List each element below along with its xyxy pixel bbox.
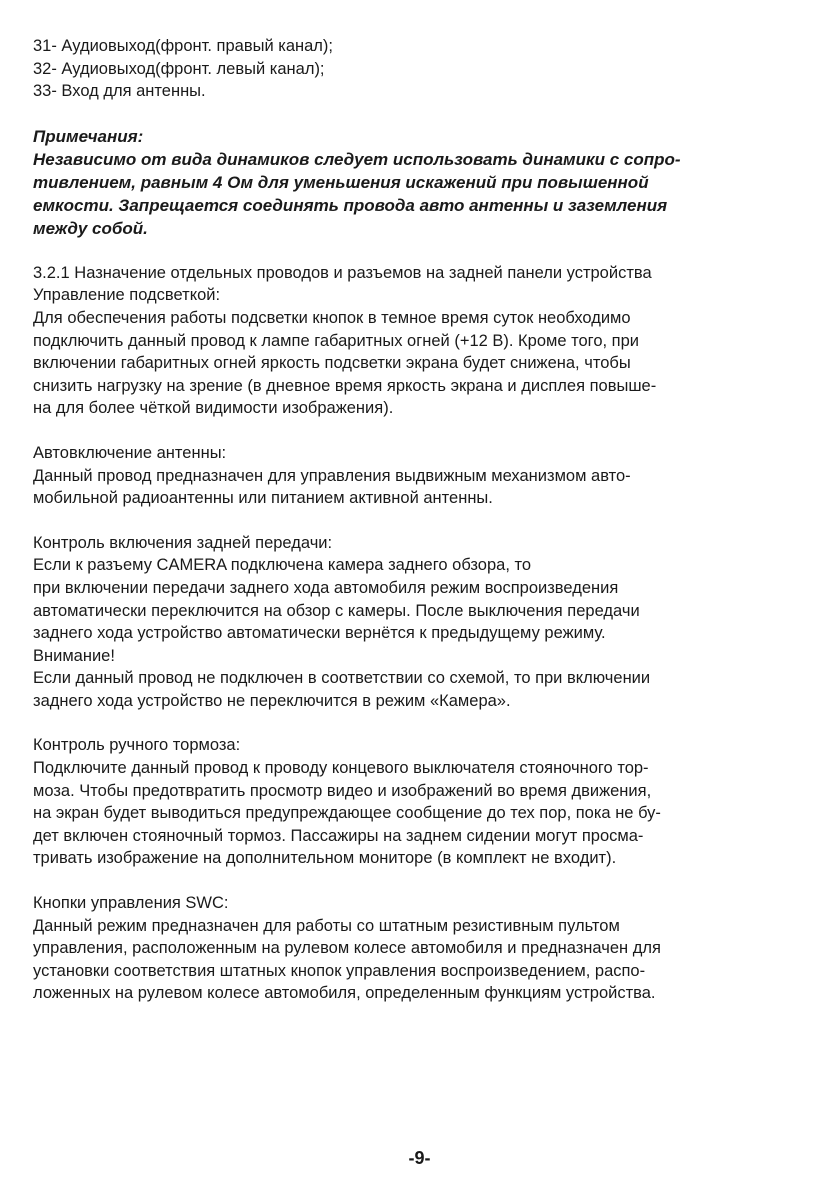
handbrake-line: Подключите данный провод к проводу концевого выключателя стояночного тор-	[33, 759, 649, 778]
antenna-title: Автовключение антенны:	[33, 443, 227, 462]
handbrake-line: тривать изображение на дополнительном мониторе (в комплект не входит).	[33, 849, 617, 868]
reverse-line: заднего хода устройство автоматически вернётся к предыдущему режиму.	[33, 624, 606, 643]
swc-section	[33, 892, 808, 1005]
antenna-line: Данный провод предназначен для управления выдвижным механизмом авто-	[33, 466, 631, 485]
backlight-line: Для обеспечения работы подсветки кнопок в темное время суток необходимо	[33, 308, 631, 327]
section-heading: 3.2.1 Назначение отдельных проводов и разъемов на задней панели устройства	[33, 263, 652, 282]
reverse-section	[33, 532, 808, 713]
reverse-warning: Внимание!	[33, 646, 115, 665]
backlight-line: на для более чёткой видимости изображения).	[33, 399, 394, 418]
reverse-line: Если данный провод не подключен в соответствии со схемой, то при включении	[33, 669, 651, 688]
backlight-section	[33, 284, 808, 420]
notes-line: тивлением, равным 4 Ом для уменьшения искажений при повышенной	[33, 172, 649, 192]
backlight-line: снизить нагрузку на зрение (в дневное время яркость экрана и дисплея повыше-	[33, 376, 657, 395]
page-number: -9-	[408, 1148, 431, 1168]
notes-block	[33, 125, 808, 240]
antenna-line: мобильной радиоантенны или питанием активной антенны.	[33, 489, 493, 508]
reverse-line: заднего хода устройство не переключится в режим «Камера».	[33, 691, 511, 710]
notes-line: между собой.	[33, 218, 148, 238]
handbrake-section	[33, 734, 808, 870]
swc-title: Кнопки управления SWC:	[33, 894, 229, 913]
reverse-title: Контроль включения задней передачи:	[33, 533, 333, 552]
handbrake-line: на экран будет выводиться предупреждающее сообщение до тех пор, пока не бу-	[33, 804, 661, 823]
swc-line: управления, расположенным на рулевом колесе автомобиля и предназначен для	[33, 939, 661, 958]
document-page	[33, 35, 808, 1005]
swc-line: ложенных на рулевом колесе автомобиля, определенным функциям устройства.	[33, 984, 656, 1003]
swc-line: установки соответствия штатных кнопок управления воспроизведением, распо-	[33, 961, 646, 980]
backlight-title: Управление подсветкой:	[33, 286, 221, 305]
reverse-line: при включении передачи заднего хода автомобиля режим воспроизведения	[33, 578, 619, 597]
notes-line: Независимо от вида динамиков следует использовать динамики с сопро-	[33, 149, 681, 169]
handbrake-line: моза. Чтобы предотвратить просмотр видео и изображений во время движения,	[33, 781, 652, 800]
notes-title: Примечания:	[33, 126, 144, 146]
reverse-line: автоматически переключится на обзор с камеры. После выключения передачи	[33, 601, 640, 620]
list-item: 32- Аудиовыход(фронт. левый канал);	[33, 59, 325, 78]
backlight-line: включении габаритных огней яркость подсветки экрана будет снижена, чтобы	[33, 354, 631, 373]
antenna-section	[33, 442, 808, 510]
handbrake-line: дет включен стояночный тормоз. Пассажиры на заднем сидении могут просма-	[33, 826, 644, 845]
swc-line: Данный режим предназначен для работы со штатным резистивным пультом	[33, 916, 620, 935]
pin-list	[33, 35, 808, 103]
list-item: 33- Вход для антенны.	[33, 82, 206, 101]
reverse-line: Если к разъему CAMERA подключена камера заднего обзора, то	[33, 556, 532, 575]
handbrake-title: Контроль ручного тормоза:	[33, 736, 241, 755]
backlight-line: подключить данный провод к лампе габаритных огней (+12 В). Кроме того, при	[33, 331, 640, 350]
list-item: 31- Аудиовыход(фронт. правый канал);	[33, 37, 334, 55]
notes-line: емкости. Запрещается соединять провода авто антенны и заземления	[33, 195, 668, 215]
